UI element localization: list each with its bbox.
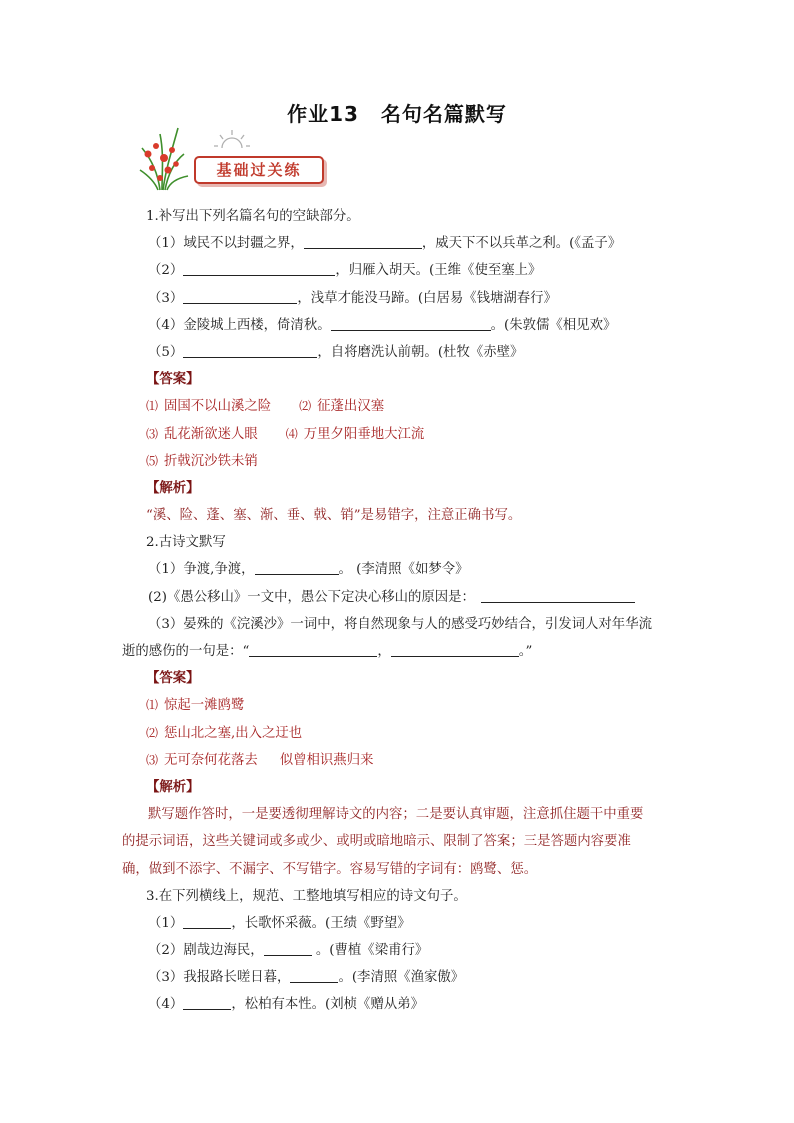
blank-line[interactable] [481, 586, 635, 603]
q2-item-1: （1）争渡,争渡， 。 (李清照《如梦令》 [146, 556, 656, 583]
q1-answer-row-3: ⑸ 折戟沉沙铁未销 [146, 453, 258, 469]
analysis-tag: 【解析】 [146, 480, 200, 496]
answer-tag: 【答案】 [146, 671, 200, 687]
answer-tag: 【答案】 [146, 372, 200, 388]
page-title [0, 98, 794, 127]
q3-item-4: （4） ，松柏有本性。(刘桢《赠从弟》 [146, 991, 656, 1018]
q2-answer-3: ⑶ 无可奈何花落去 似曾相识燕归来 [146, 752, 374, 768]
blank-line[interactable] [249, 640, 377, 657]
q3-item-2: （2）剧哉边海民， 。(曹植《梁甫行》 [146, 937, 656, 964]
analysis-tag: 【解析】 [146, 779, 200, 795]
q3-item-1: （1） ，长歌怀采薇。(王绩《野望》 [146, 910, 656, 937]
q2-answer-2: ⑵ 惩山北之塞,出入之迂也 [146, 725, 303, 741]
blank-line[interactable] [264, 939, 312, 956]
blank-line[interactable] [183, 341, 317, 358]
q2-item-3-line-1: （3）晏殊的《浣溪沙》一词中，将自然现象与人的感受巧妙结合，引发词人对年华流 [148, 616, 652, 632]
q1-item-5: （5） ，自将磨洗认前朝。(杜牧《赤壁》 [146, 339, 656, 366]
title-name: 名句名篇默写 [380, 102, 507, 126]
question-1-heading: 1.补写出下列名篇名句的空缺部分。 [146, 209, 360, 224]
q3-item-3: （3）我报路长嗟日暮， 。(李清照《渔家傲》 [146, 964, 656, 991]
question-3-heading: 3.在下列横线上，规范、工整地填写相应的诗文句子。 [146, 888, 467, 904]
q2-analysis: 默写题作答时，一是要透彻理解诗文的内容；二是要认真审题，注意抓住题干中重要的提示词语，这些关键词或多或少、或明或暗地暗示、限制了答案；三是答题内容要准确，做到不添字、不漏字、不写错字。容易写错的字词有：鸥鹭、惩。 [122, 807, 644, 877]
q1-answer-row-2: ⑶ 乱花渐欲迷人眼 ⑷ 万里夕阳垂地大江流 [146, 426, 425, 442]
section-badge [138, 124, 338, 194]
q1-item-3: （3） ，浅草才能没马蹄。(白居易《钱塘湖春行》 [146, 285, 656, 312]
blank-line[interactable] [290, 966, 338, 983]
question-2-heading: 2.古诗文默写 [146, 535, 226, 551]
q2-answer-1: ⑴ 惊起一滩鸥鹭 [146, 698, 245, 714]
q2-item-3-line-2: 逝的感伤的一句是：“ ， 。” [122, 638, 656, 665]
blank-line[interactable] [391, 640, 519, 657]
blank-line[interactable] [304, 232, 422, 249]
q1-analysis: “溪、险、蓬、塞、渐、垂、戟、销”是易错字，注意正确书写。 [146, 508, 522, 524]
document-body [122, 203, 656, 1019]
title-number: 作业13 [287, 102, 359, 126]
q1-answer-row-1: ⑴ 固国不以山溪之险 ⑵ 征蓬出汉塞 [146, 399, 385, 415]
q1-item-4: （4）金陵城上西楼，倚清秋。 。(朱敦儒《相见欢》 [146, 312, 656, 339]
blank-line[interactable] [183, 993, 231, 1010]
q1-item-2: （2） ，归雁入胡天。(王维《使至塞上》 [146, 257, 656, 284]
q1-item-1: （1）域民不以封疆之界， ，威天下不以兵革之利。(《孟子》 [146, 230, 656, 257]
blank-line[interactable] [183, 912, 231, 929]
q2-item-2: (2)《愚公移山》一文中，愚公下定决心移山的原因是： [146, 584, 656, 611]
badge-label: 基础过关练 [216, 161, 302, 179]
blank-line[interactable] [183, 287, 297, 304]
blank-line[interactable] [183, 259, 335, 276]
blank-line[interactable] [255, 558, 339, 575]
blank-line[interactable] [331, 314, 491, 331]
